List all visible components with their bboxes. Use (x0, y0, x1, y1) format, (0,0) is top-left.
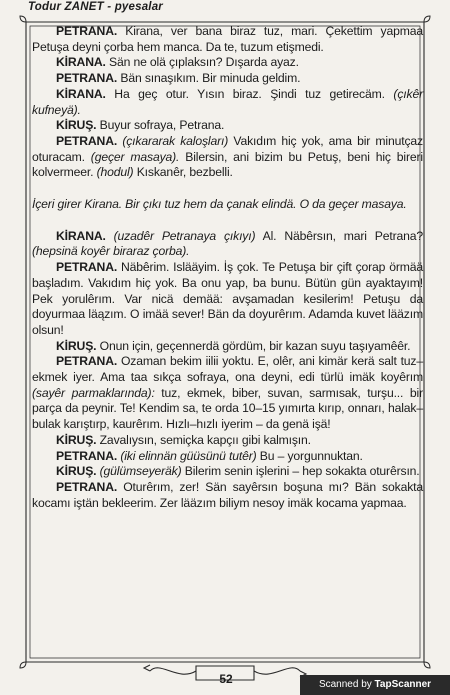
speaker-name: PETRANA. (56, 479, 118, 494)
speaker-name: PETRANA. (56, 71, 118, 86)
stage-direction: (sayêr parmaklarında): (32, 385, 155, 400)
line-text: Onun için, geçennerdä gördüm, bir kazan suyu taşıyamêêr. (96, 338, 411, 353)
line-text: Ozaman bekim iilii yoktu. E, olêr, ani kimär kerä salt tuz–ekmek iyer. Ama taa sıkça sofraya, ona deyni, edi türlü imäk koyêrım (32, 354, 423, 385)
running-header: Todur ZANET - pyesalar (28, 1, 163, 13)
line-text: Al. Näbêrsın, mari Petrana? (255, 228, 423, 243)
stage-direction: (uzadêr Petranaya çıkıyı) (105, 228, 256, 243)
dialogue-line (32, 229, 423, 260)
dialogue-line (32, 339, 423, 355)
dialogue-line (32, 480, 423, 511)
play-text (32, 24, 423, 511)
stage-direction: (çıkêr kufneyä). (32, 86, 423, 117)
scanner-brand: TapScanner (374, 679, 432, 690)
speaker-name: KİRANA. (56, 55, 106, 70)
stage-direction: (gülümseyeräk) (96, 464, 182, 479)
speaker-name: PETRANA. (56, 133, 118, 148)
line-text: tuz, ekmek, biber, suvan, sarmısak, turşu... bir parça da peynir. Te! Kendim sa, te orda 10–15 yımırta kırıp, onnarı, halak–bulak karıştırp, kaurêrım. Hızlı–hızlı iyerim – da genä işä! (32, 385, 423, 432)
stage-paragraph: İçeri girer Kirana. Bir çıkı tuz hem da çanak elindä. O da geçer masaya. (32, 197, 407, 212)
line-text: Vakıdım hiç yok, ama bir minutçaz oturacam. (32, 133, 423, 164)
line-text: Bilersin, ani bizim bu Petuş, beni hiç bireri kolvermeer. (32, 149, 423, 180)
dialogue-line (32, 71, 423, 87)
dialogue-line (32, 24, 423, 55)
speaker-name: KİRUŞ. (56, 432, 97, 447)
dialogue-line (32, 433, 423, 449)
speaker-name: KİRANA. (56, 86, 106, 101)
line-text: Näbêrim. Islääyim. İş çok. Te Petuşa bir çift çorap örmää başladım. Vakıdım hiç yok. Ba onu yap, ba bunu. Bütün gün ayaktayım! Pek yorulêrım. Var nicä demää: avşamadan kesilerim! Petuşu da doyurmaa läązım. O imää sever! Bän da doyurêrım. Adamda kuvet lääzım olsun! (32, 260, 423, 337)
line-text: Ha geç otur. Yısın biraz. Şindi tuz getirecäm. (105, 86, 385, 101)
speaker-name: PETRANA. (56, 24, 118, 38)
line-text: Sän ne olä çıplaksın? Dışarda ayaz. (105, 55, 299, 70)
line-text: Oturêrım, zer! Sän sayêrsın boşuna mı? Bän sokakta kocamı iştän bekleerim. Zer lääzım biliym nesoy imäk kocama yapmaa. (32, 479, 423, 510)
dialogue-line (32, 354, 423, 433)
dialogue-line (32, 260, 423, 339)
dialogue-line (32, 449, 423, 465)
dialogue-line (32, 87, 423, 118)
stage-direction: (geçer masaya). (84, 149, 180, 164)
speaker-name: PETRANA. (56, 354, 118, 369)
speaker-name: KİRUŞ. (56, 464, 97, 479)
line-text: Kirana, ver bana biraz tuz, mari. Çekettim yapmaa Petuşa deyni çorba hem manca. Da te, tuzum etişmedi. (32, 24, 423, 54)
line-text: Bän sınaşıkım. Bir minuda geldim. (117, 71, 301, 86)
stage-direction: (hepsinä koyêr biraraz çorba). (32, 244, 190, 259)
speaker-name: PETRANA. (56, 260, 118, 275)
scanner-prefix: Scanned by (318, 679, 375, 690)
line-text: Bu – yorgunnuktan. (256, 448, 363, 463)
stage-direction: (çıkararak kaloşları) (117, 133, 229, 148)
speaker-name: KİRUŞ. (56, 338, 97, 353)
line-text: Bilerim senin işlerini – hep sokakta oturêrsın. (181, 464, 420, 479)
dialogue-line (32, 118, 423, 134)
line-text: Buyur sofraya, Petrana. (96, 118, 225, 133)
line-text: Kıskanêr, bezbelli. (133, 165, 233, 180)
dialogue-line (32, 464, 423, 480)
line-text: Zavalıysın, semiçka kapçıı gibi kalmışın. (96, 432, 311, 447)
dialogue-line (32, 134, 423, 181)
scanner-watermark (300, 675, 450, 695)
dialogue-line (32, 55, 423, 71)
page-number: 52 (219, 672, 233, 686)
speaker-name: PETRANA. (56, 448, 118, 463)
stage-direction: (hodul) (93, 165, 134, 180)
speaker-name: KİRANA. (56, 228, 106, 243)
stage-direction: (iki elinnän güüsünü tutêr) (117, 448, 257, 463)
speaker-name: KİRUŞ. (56, 118, 97, 133)
